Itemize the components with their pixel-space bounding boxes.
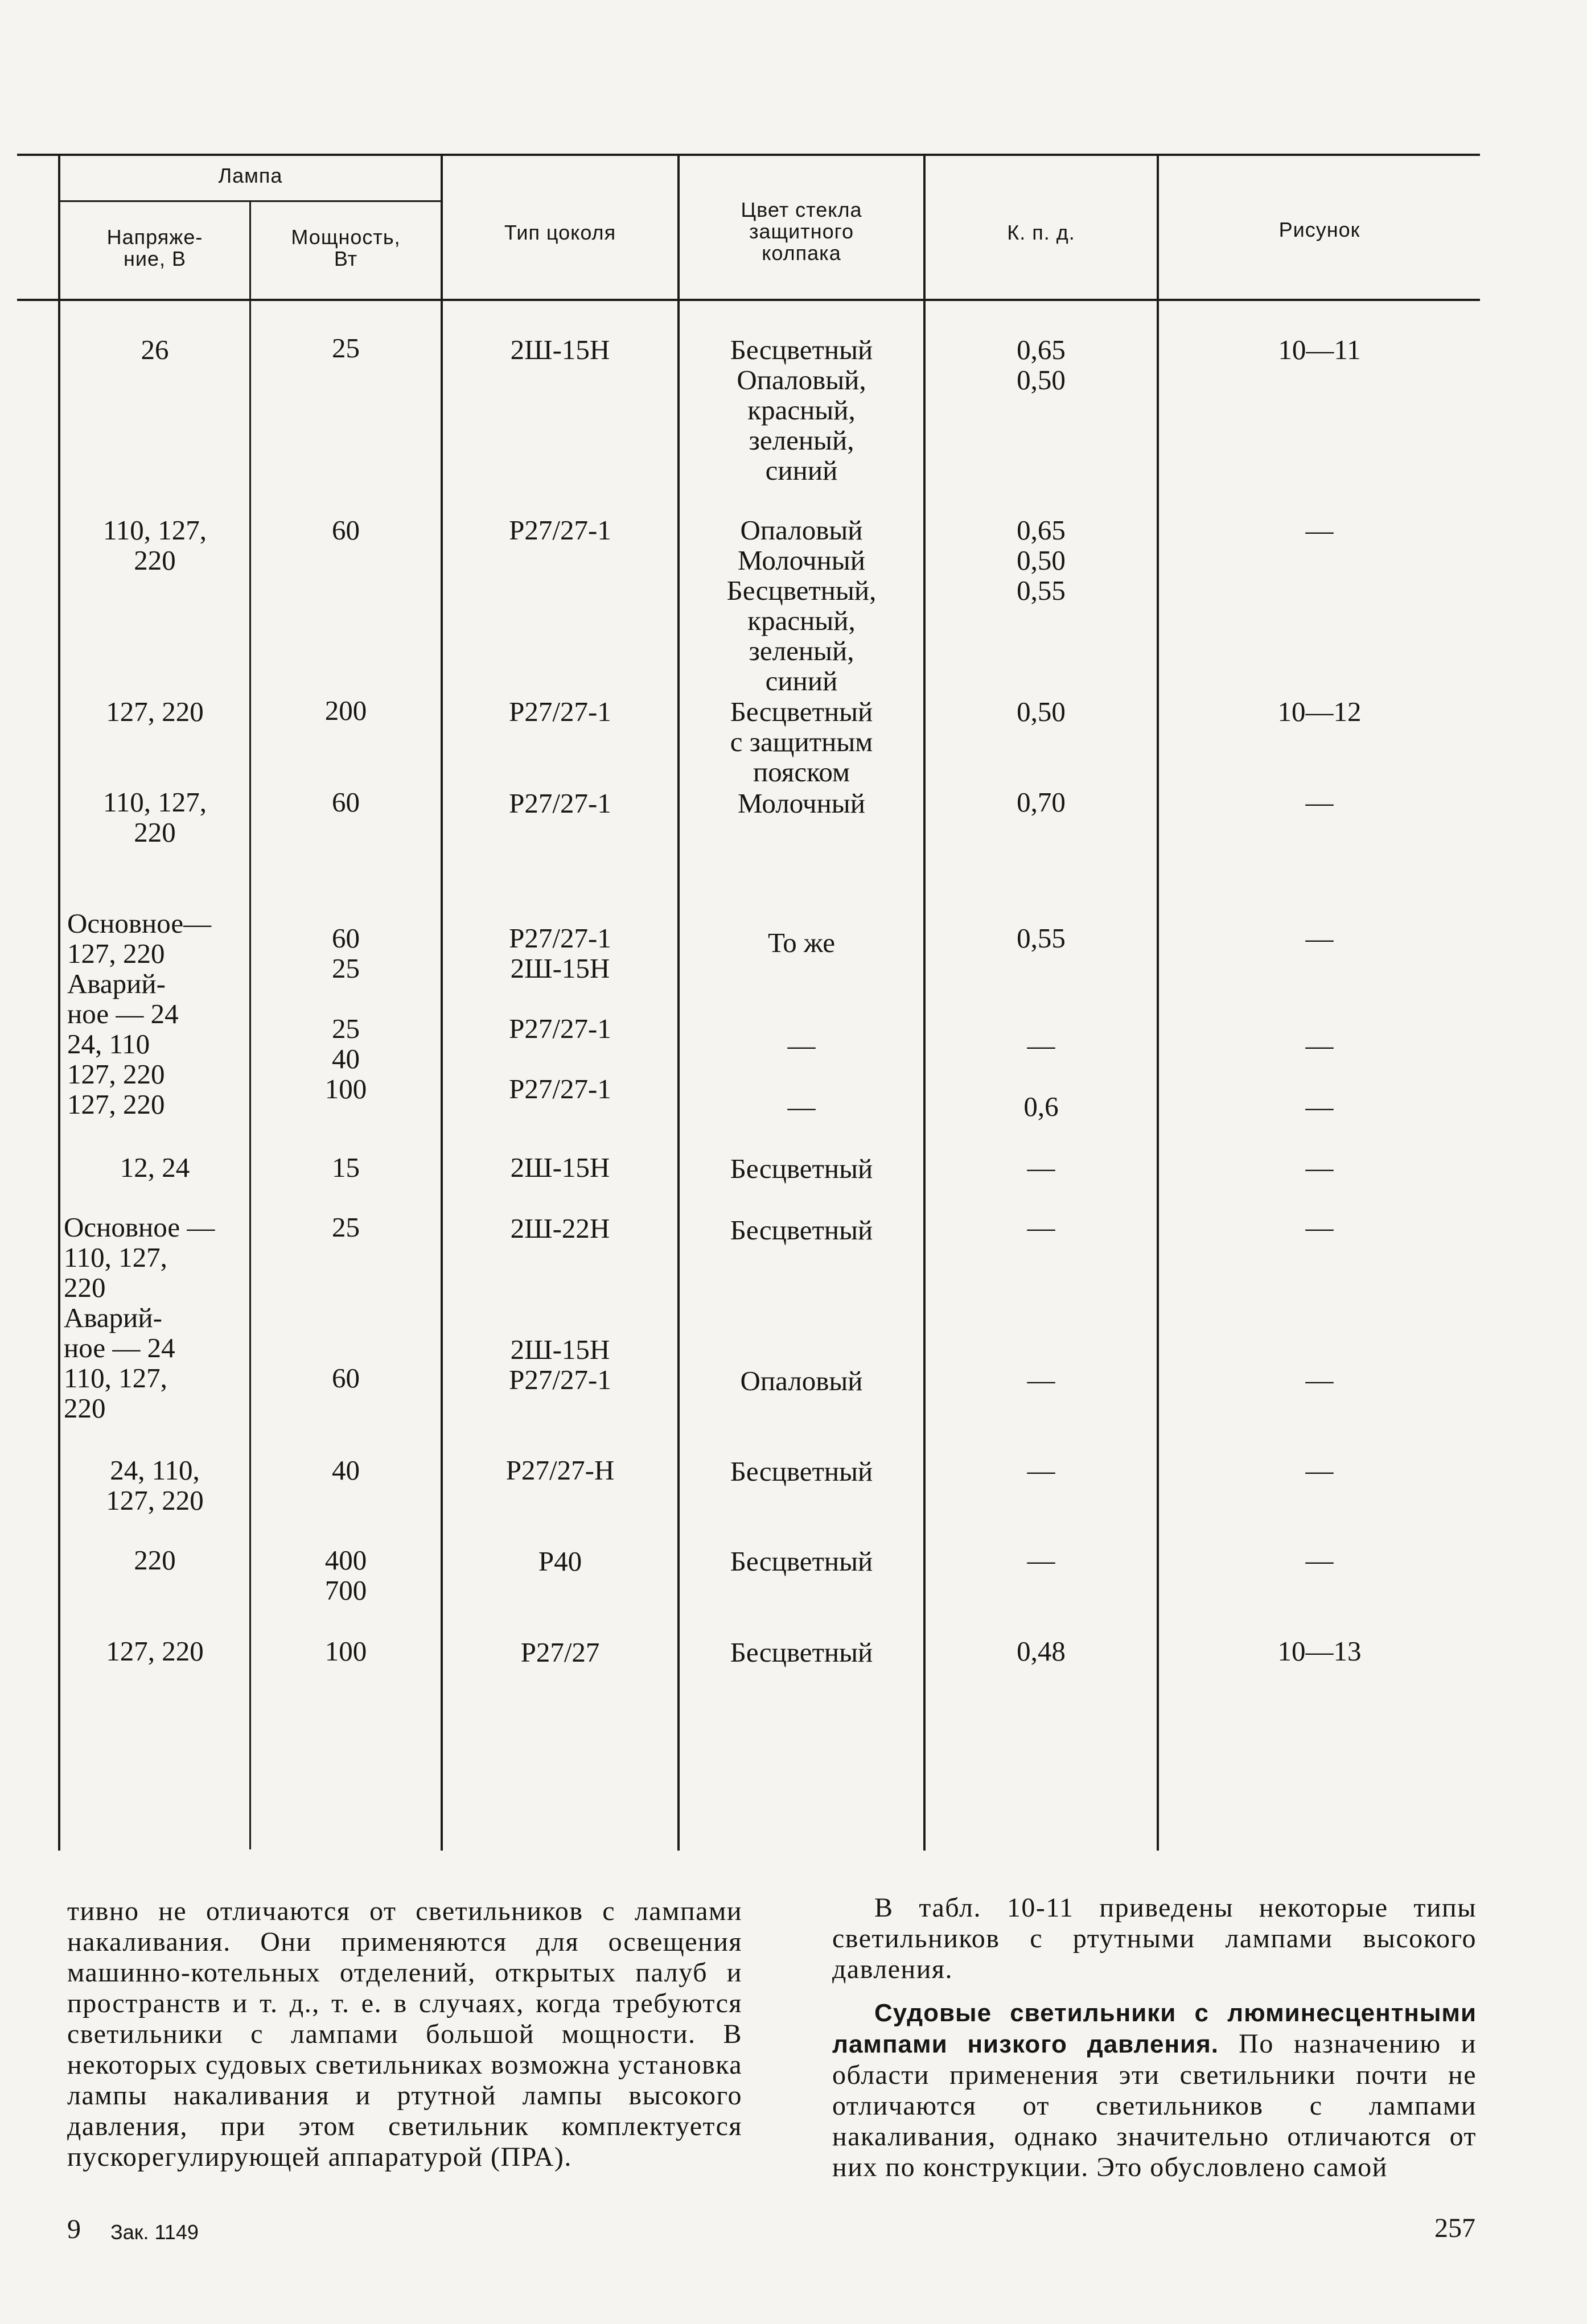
table-cell-efficiency: —: [1027, 1029, 1055, 1061]
table-cell-base: Р27/27-1: [509, 788, 611, 819]
table-cell-voltage: 110, 127, 220: [103, 786, 207, 848]
header-voltage: Напряже- ние, В: [106, 225, 203, 270]
table-cell-efficiency: 0,65 0,50: [1017, 334, 1066, 395]
table-cell-glass: Бесцветный: [730, 1456, 873, 1487]
table-cell-base: Р27/27-Н: [505, 1454, 615, 1486]
table-cell-figure: —: [1305, 1454, 1334, 1486]
page-number: 257: [1434, 2213, 1475, 2243]
table-cell-glass: Молочный: [738, 788, 865, 819]
header-power: Мощность, Вт: [291, 225, 401, 270]
header-lamp: Лампа: [218, 164, 283, 187]
table-cell-glass: —: [787, 1091, 816, 1122]
header-efficiency: К. п. д.: [1007, 221, 1075, 244]
table-cell-efficiency: 0,6: [1023, 1091, 1059, 1122]
table-cell-figure: —: [1305, 514, 1334, 546]
table-cell-efficiency: —: [1027, 1364, 1055, 1395]
table-cell-efficiency: —: [1027, 1454, 1055, 1486]
table-cell-voltage: 110, 127, 220: [103, 514, 207, 576]
table-cell-base: Р27/27: [520, 1637, 600, 1668]
table-left-border: [58, 155, 60, 1851]
table-cell-efficiency: —: [1027, 1544, 1055, 1576]
table-cell-glass: Бесцветный с защитным пояском: [730, 696, 873, 788]
table-cell-glass: Опаловый: [740, 1365, 863, 1396]
table-cell-glass: —: [787, 1029, 816, 1061]
section-heading: Судовые светильники с люминесцентными лампами низкого давления.: [832, 1999, 1477, 2058]
table-cell-power: 60: [332, 786, 360, 818]
table-cell-power: 400 700: [324, 1544, 367, 1606]
table-cell-power: 60 25 25 40 100: [324, 922, 367, 1105]
table-cell-figure: —: [1305, 786, 1334, 818]
table-cell-voltage: Основное— 127, 220 Аварий- ное — 24 24, 110 127, 220 127, 220: [67, 908, 212, 1120]
table-cell-glass: Опаловый Молочный Бесцветный, красный, зеленый, синий: [726, 514, 877, 697]
table-cell-base: Р27/27-1 2Ш-15Н Р27/27-1 Р27/27-1: [509, 922, 611, 1105]
table-cell-power: 100: [324, 1635, 367, 1667]
paragraph: [832, 1997, 1477, 2183]
header-glass-color: Цвет стекла защитного колпака: [741, 198, 862, 265]
table-cell-power: 25: [332, 1212, 360, 1243]
table-cell-base: 2Ш-15Н: [510, 334, 610, 365]
header-base-type: Тип цоколя: [504, 221, 616, 244]
table-cell-voltage: 12, 24: [120, 1152, 190, 1183]
table-cell-voltage: 26: [141, 334, 169, 365]
table-cell-efficiency: —: [1027, 1152, 1055, 1183]
table-cell-base: Р27/27-1: [509, 514, 611, 546]
header-figure: Рисунок: [1278, 218, 1360, 241]
table-cell-base: 2Ш-22Н: [510, 1213, 610, 1244]
table-cell-figure: —: [1305, 1212, 1334, 1243]
col-divider-4: [923, 155, 926, 1851]
table-cell-voltage: 220: [134, 1544, 176, 1576]
table-cell-glass: То же: [768, 927, 835, 958]
table-cell-power: 200: [324, 695, 367, 726]
table-cell-base: Р27/27-1: [509, 696, 611, 727]
table-cell-power: 60: [332, 514, 360, 546]
paragraph: тивно не отличаются от светильников с лампами накаливания. Они применяются для освещения машинно-котельных отделений, открытых палуб и пространств и т. д., т. е. в случаях, когда требуются светильники с лампами большой мощности. В некоторых судовых светильниках возможна установка лампы накаливания и ртутной лампы высокого давления, при этом светильник комплектуется пускорегулирующей аппаратурой (ПРА).: [67, 1896, 742, 2172]
left-text-column: [67, 1896, 742, 2173]
table-cell-figure: —: [1305, 922, 1334, 954]
table-cell-power: 15: [332, 1152, 360, 1183]
table-cell-figure: 10—13: [1277, 1635, 1362, 1667]
col-divider-5: [1157, 155, 1159, 1851]
table-cell-glass: Бесцветный: [730, 1637, 873, 1668]
table-cell-figure: 10—12: [1277, 696, 1362, 727]
paragraph: [832, 1893, 1477, 1985]
table-cell-glass: Бесцветный: [730, 1546, 873, 1577]
table-cell-figure: 10—11: [1278, 334, 1361, 365]
table-cell-glass: Бесцветный: [730, 1214, 873, 1246]
table-cell-base: Р40: [538, 1546, 582, 1577]
table-cell-power: 40: [332, 1454, 360, 1486]
table-cell-power: 60: [332, 1362, 360, 1394]
table-cell-power: 25: [332, 332, 360, 364]
table-cell-figure: —: [1305, 1029, 1334, 1061]
table-cell-efficiency: 0,55: [1017, 922, 1066, 954]
table-cell-figure: —: [1305, 1544, 1334, 1576]
table-cell-base: 2Ш-15Н: [510, 1152, 610, 1183]
order-label: Зак. 1149: [110, 2220, 199, 2244]
table-cell-efficiency: —: [1027, 1212, 1055, 1243]
table-top-rule: [17, 154, 1480, 156]
header-bottom-rule: [17, 299, 1480, 301]
table-cell-efficiency: 0,65 0,50 0,55: [1017, 514, 1066, 606]
table-cell-figure: —: [1305, 1152, 1334, 1183]
right-text-column: [832, 1893, 1477, 2183]
table-cell-voltage: 127, 220: [106, 1635, 204, 1667]
table-cell-voltage: 127, 220: [106, 696, 204, 727]
paragraph-text: По назначению и области применения эти светильники почти не отличаются от светильников с лампами накаливания, однако значительно отличаются от них по конструкции. Это обусловлено самой: [832, 2029, 1477, 2182]
table-cell-efficiency: 0,50: [1017, 696, 1066, 727]
table-cell-glass: Бесцветный: [730, 1153, 873, 1184]
table-cell-glass: Бесцветный Опаловый, красный, зеленый, синий: [730, 334, 873, 486]
table-cell-voltage: 24, 110, 127, 220: [106, 1454, 204, 1516]
table-cell-base: 2Ш-15Н Р27/27-1: [509, 1334, 611, 1395]
paragraph-text: В табл. 10-11 приведены некоторые типы светильников с ртутными лампами высокого давления.: [832, 1893, 1477, 1984]
table-cell-efficiency: 0,70: [1017, 786, 1066, 818]
table-cell-figure: —: [1305, 1364, 1334, 1395]
signature-number: 9: [67, 2214, 81, 2244]
table-cell-figure: —: [1305, 1091, 1334, 1122]
table-cell-efficiency: 0,48: [1017, 1635, 1066, 1667]
table-cell-voltage: Основное — 110, 127, 220 Аварий- ное — 24 110, 127, 220: [64, 1212, 215, 1424]
